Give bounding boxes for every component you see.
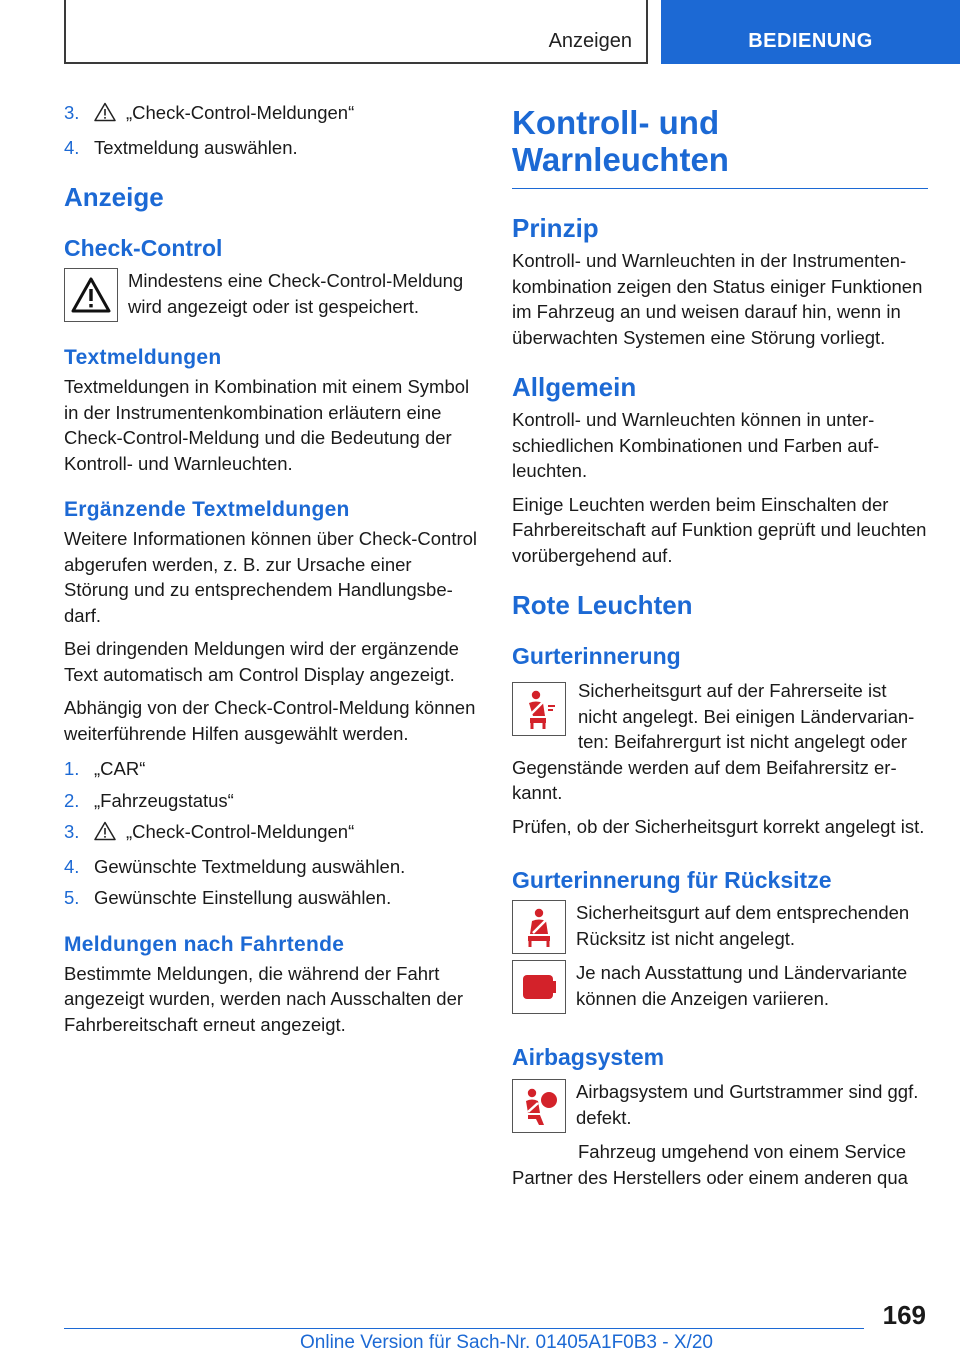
gurterinnerung-p2: Prüfen, ob der Sicherheitsgurt korrekt angelegt ist.	[512, 815, 925, 837]
warning-triangle-icon	[94, 102, 116, 129]
heading-textmeldungen: Textmeldungen	[64, 346, 222, 369]
rueck-block-2	[512, 960, 928, 1014]
list-item	[64, 885, 480, 911]
steps-top	[64, 100, 480, 160]
gurterinnerung-text: Sicherheitsgurt auf der Fahrerseite ist nicht angelegt. Bei einigen Ländervarianten: Beifahrergurt ist nicht angelegt oder Gegenstände werden auf dem Beifahrersitz erkannt.	[512, 680, 915, 803]
step-text: Gewünschte Einstellung auswählen.	[94, 887, 392, 908]
left-column	[64, 100, 480, 1037]
prinzip-text: Kontroll- und Warnleuchten in der Instrumentenkombination zeigen den Status einiger Funktionen im Fahrzeug an und weisen darauf hin, wenn in überwachten Systemen eine Störung vorliegt.	[512, 250, 923, 348]
list-item	[64, 756, 480, 782]
header-section-tab	[64, 0, 648, 64]
rear-seatbelt-icon	[512, 900, 566, 954]
step-number: 4.	[64, 136, 80, 158]
seatbelt-icon	[512, 682, 566, 736]
step-number: 1.	[64, 758, 80, 779]
step-text: „Check-Control-Meldungen“	[126, 102, 355, 123]
chapter-title-line2: Warnleuchten	[512, 141, 729, 178]
step-number: 2.	[64, 789, 80, 811]
gurterinnerung-block	[512, 678, 928, 806]
chapter-title	[512, 104, 928, 189]
step-number: 5.	[64, 887, 80, 908]
list-item	[64, 819, 480, 848]
rear-seatbelt-icon	[512, 960, 566, 1014]
check-control-block	[64, 268, 480, 322]
airbag-icon	[512, 1079, 566, 1133]
step-text: „Check-Control-Meldungen“	[126, 821, 355, 842]
step-text: Textmeldung auswählen.	[94, 136, 298, 158]
page-number: 169	[882, 1300, 926, 1330]
header-chapter-title: BEDIENUNG	[748, 30, 873, 52]
step-number: 4.	[64, 855, 80, 877]
step-number: 3.	[64, 102, 80, 123]
ergaenzende-p2: Bei dringenden Meldungen wird der ergänzende Text automatisch am Control Display angezeigt.	[64, 638, 459, 685]
list-item	[64, 135, 480, 161]
list-item	[64, 100, 480, 129]
header-section-title: Anzeigen	[548, 30, 632, 52]
heading-airbagsystem: Airbagsystem	[512, 1044, 665, 1070]
allgemein-p1: Kontroll- und Warnleuchten können in unterschiedlichen Kombinationen und Farben aufleuchten.	[512, 409, 880, 481]
heading-check-control: Check-Control	[64, 235, 223, 261]
textmeldungen-text: Textmeldungen in Kombination mit einem Symbol in der Instrumentenkombination erläutern eine Check-Control-Meldung und die Bedeutung der Kontroll- und Warnleuchten.	[64, 376, 470, 474]
fahrtende-text: Bestimmte Meldungen, die während der Fahrt angezeigt wurden, werden nach Ausschalten der Fahrbereitschaft erneut angezeigt.	[64, 962, 464, 1035]
list-item	[64, 788, 480, 814]
steps-ergaenzende	[64, 756, 480, 911]
step-text: Gewünschte Textmeldung auswählen.	[94, 855, 406, 877]
step-text: „CAR“	[94, 758, 146, 779]
ergaenzende-p1: Weitere Informationen können über Check-Control abgerufen werden, z. B. zur Ursache einer Störung und zu entsprechendem Handlungsbedarf.	[64, 528, 478, 626]
rueck-block-1	[512, 900, 928, 954]
heading-gurterinnerung-ruecksitze: Gurterinnerung für Rücksitze	[512, 867, 832, 893]
rueck-text-2: Je nach Ausstattung und Ländervariante können die Anzeigen variieren.	[576, 962, 908, 1009]
heading-anzeige: Anzeige	[64, 182, 164, 212]
heading-gurterinnerung: Gurterinnerung	[512, 643, 681, 669]
heading-prinzip: Prinzip	[512, 213, 599, 243]
rueck-text-1: Sicherheitsgurt auf dem entsprechenden Rücksitz ist nicht angelegt.	[576, 902, 910, 949]
heading-rote-leuchten: Rote Leuchten	[512, 590, 693, 620]
header-chapter-tab	[661, 0, 960, 64]
heading-fahrtende: Meldungen nach Fahrtende	[64, 932, 345, 956]
ergaenzende-p3: Abhängig von der Check-Control-Meldung können weiterführende Hilfen ausgewählt werden.	[64, 697, 476, 744]
warning-triangle-icon	[64, 268, 118, 322]
footer-text: Online Version für Sach-Nr. 01405A1F0B3 - X/20	[300, 1332, 713, 1353]
allgemein-p2: Einige Leuchten werden beim Einschalten der Fahrbereitschaft auf Funktion geprüft und leuchten vorübergehend auf.	[512, 493, 927, 566]
right-column	[512, 104, 928, 1190]
step-number: 3.	[64, 821, 80, 842]
airbag-block	[512, 1079, 928, 1133]
heading-allgemein: Allgemein	[512, 372, 637, 402]
footer-divider	[64, 1328, 864, 1329]
airbag-text-2: Fahrzeug umgehend von einem Service Partner des Herstellers oder einem anderen qua	[512, 1141, 908, 1188]
chapter-title-line1: Kontroll- und	[512, 104, 720, 141]
airbag-text-1: Airbagsystem und Gurtstrammer sind ggf. defekt.	[576, 1081, 919, 1128]
list-item	[64, 854, 480, 880]
heading-ergaenzende: Ergänzende Textmeldungen	[64, 498, 350, 521]
check-control-text: Mindestens eine Check-Control-Meldung wird angezeigt oder ist gespeichert.	[128, 270, 464, 317]
warning-triangle-icon	[94, 821, 116, 848]
step-text: „Fahrzeugstatus“	[94, 789, 234, 811]
